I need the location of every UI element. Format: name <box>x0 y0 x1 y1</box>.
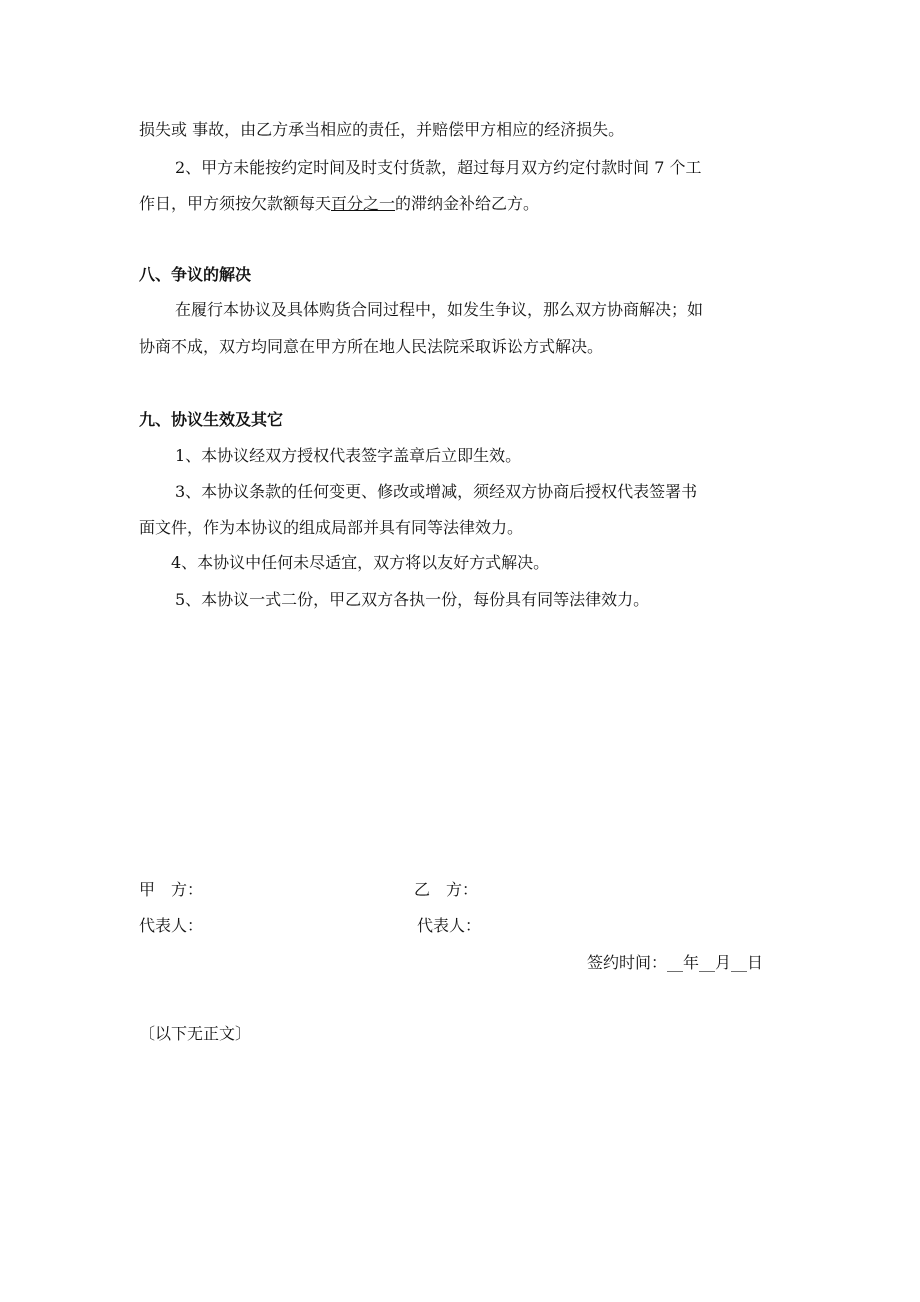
effect-heading: 九、协议生效及其它 <box>139 410 284 429</box>
effect-item-5: 5、本协议一式二份，甲乙双方各执一份，每份具有同等法律效力。 <box>175 590 650 609</box>
penalty-clause-2-text-a: 作日，甲方须按欠款额每天 <box>139 194 332 213</box>
penalty-clause-1-end: 损失或 事故，由乙方承当相应的责任，并赔偿甲方相应的经济损失。 <box>139 120 625 139</box>
party-a-representative-label: 代表人： <box>139 916 204 935</box>
effect-item-4: 4、本协议中任何未尽适宜，双方将以友好方式解决。 <box>171 553 550 572</box>
signing-date-label: 签约时间：__年__月__日 <box>587 953 764 972</box>
party-b-representative-label: 代表人： <box>417 916 482 935</box>
end-of-text-note: 〔以下无正文〕 <box>139 1024 252 1043</box>
penalty-clause-2-text-b: 的滞纳金补给乙方。 <box>395 194 540 213</box>
penalty-clause-2-line-2 <box>139 194 539 214</box>
party-b-label: 乙 方： <box>414 880 479 899</box>
penalty-clause-2-line-1: 2、甲方未能按约定时间及时支付货款，超过每月双方约定付款时间 7 个工 <box>175 158 702 177</box>
effect-item-3-line-1: 3、本协议条款的任何变更、修改或增减，须经双方协商后授权代表签署书 <box>175 482 698 501</box>
effect-item-3-line-2: 面文件，作为本协议的组成局部并具有同等法律效力。 <box>139 518 524 537</box>
effect-item-1: 1、本协议经双方授权代表签字盖章后立即生效。 <box>175 446 522 465</box>
dispute-heading: 八、争议的解决 <box>139 265 252 284</box>
dispute-line-1: 在履行本协议及具体购货合同过程中，如发生争议，那么双方协商解决；如 <box>175 300 704 319</box>
penalty-rate-underlined: 百分之一 <box>331 194 396 213</box>
party-a-label: 甲 方： <box>139 880 204 899</box>
dispute-line-2: 协商不成，双方均同意在甲方所在地人民法院采取诉讼方式解决。 <box>139 337 604 356</box>
